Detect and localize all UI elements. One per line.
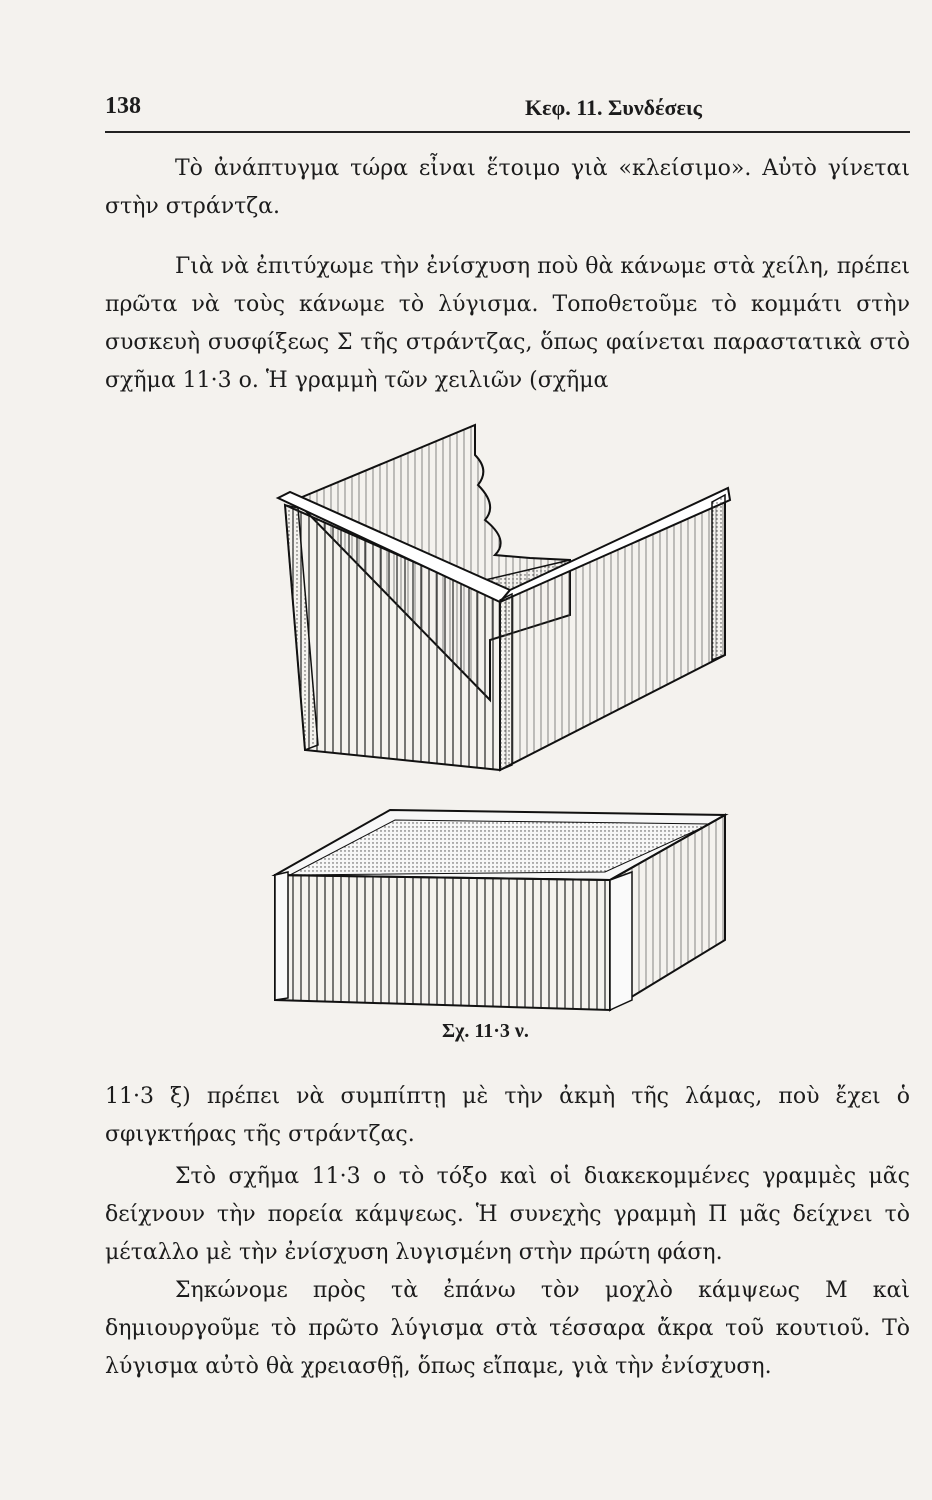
paragraph-3: 11·3 ξ) πρέπει νὰ συμπίπτῃ μὲ τὴν ἀκμὴ τῆς λάμας, ποὺ ἔχει ὁ σφιγκτήρας τῆς στράντζας. bbox=[105, 1084, 910, 1147]
paragraph-4: Στὸ σχῆμα 11·3 ο τὸ τόξο καὶ οἱ διακεκομμένες γραμμὲς μᾶς δείχνουν τὴν πορεία κάμψεως. Ἡ συνεχὴς γραμμὴ Π μᾶς δείχνει τὸ μέταλλο μὲ τὴν ἐνίσχυση λυγισμένη στὴν πρώτη φάση. bbox=[105, 1164, 910, 1265]
box-illustration bbox=[260, 410, 740, 1035]
header-rule bbox=[105, 131, 910, 133]
lower-drawing bbox=[275, 810, 725, 1010]
figure-caption: Σχ. 11·3 ν. bbox=[442, 1020, 529, 1042]
paragraph-2: Γιὰ νὰ ἐπιτύχωμε τὴν ἐνίσχυση ποὺ θὰ κάνωμε στὰ χείλη, πρέπει πρῶτα νὰ τοὺς κάνωμε τὸ λύγισμα. Τοποθετοῦμε τὸ κομμάτι στὴν συσκευὴ συσφίξεως Σ τῆς στράντζας, ὅπως φαίνεται παραστατικὰ στὸ σχῆμα 11·3 ο. Ἡ γραμμὴ τῶν χειλιῶν (σχῆμα bbox=[105, 254, 910, 393]
paragraph-5: Σηκώνομε πρὸς τὰ ἐπάνω τὸν μοχλὸ κάμψεως Μ καὶ δημιουργοῦμε τὸ πρῶτο λύγισμα στὰ τέσσαρα ἄκρα τοῦ κουτιοῦ. Τὸ λύγισμα αὐτὸ θὰ χρειασθῇ, ὅπως εἴπαμε, γιὰ τὴν ἐνίσχυση. bbox=[105, 1278, 910, 1379]
running-head: Κεφ. 11. Συνδέσεις bbox=[525, 95, 702, 120]
paragraph-1: Τὸ ἀνάπτυγμα τώρα εἶναι ἕτοιμο γιὰ «κλείσιμο». Αὐτὸ γίνεται στὴν στράντζα. bbox=[105, 156, 910, 219]
upper-drawing bbox=[278, 425, 730, 770]
page-number: 138 bbox=[105, 93, 141, 119]
page-header bbox=[105, 93, 910, 133]
